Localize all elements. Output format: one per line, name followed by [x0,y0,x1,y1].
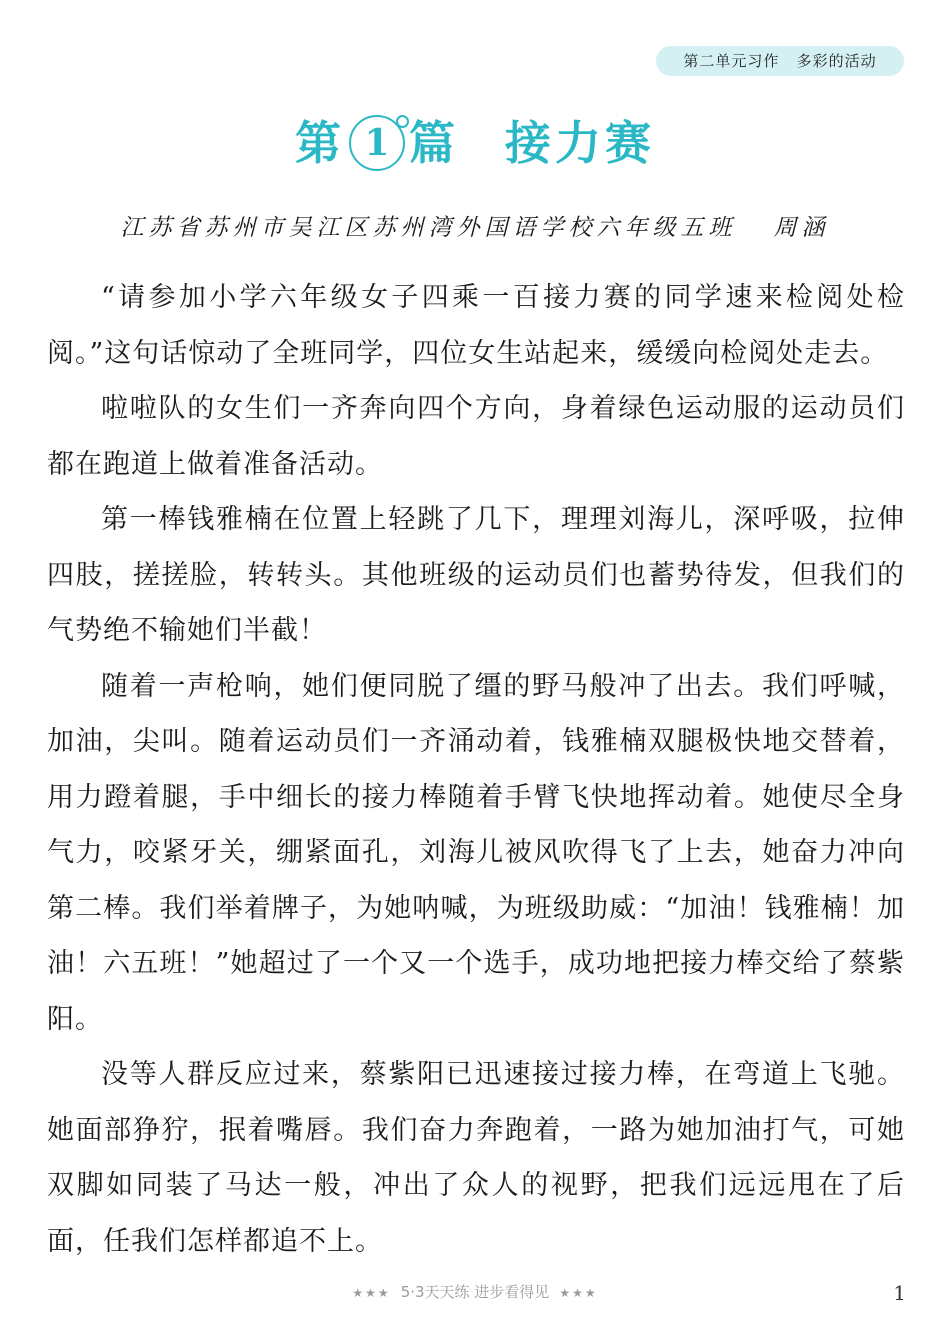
title-number: 1 [364,122,390,164]
article-title [0,108,950,178]
footer-slogan-bar [0,1278,950,1306]
title-prefix: 第 [295,116,345,170]
stars-right-icon: ★★★ [559,1286,598,1300]
paragraph: 啦啦队的女生们一齐奔向四个方向，身着绿色运动服的运动员们都在跑道上做着准备活动。 [47,393,905,480]
paragraph: 没等人群反应过来，蔡紫阳已迅速接过接力棒，在弯道上飞驰。她面部狰狞，抿着嘴唇。我们奋力奔跑着，一路为她加油打气，可她双脚如同装了马达一般，冲出了众人的视野，把我们远远甩在了后面，任我们怎样都追不上。 [47,1059,905,1257]
paragraph: 随着一声枪响，她们便同脱了缰的野马般冲了出去。我们呼喊，加油，尖叫。随着运动员们一齐涌动着，钱雅楠双腿极快地交替着，用力蹬着腿，手中细长的接力棒随着手臂飞快地挥动着。她使尽全身气力，咬紧牙关，绷紧面孔，刘海儿被风吹得飞了上去，她奋力冲向第二棒。我们举着牌子，为她呐喊，为班级助威：“加油！钱雅楠！加油！六五班！”她超过了一个又一个选手，成功地把接力棒交给了蔡紫阳。 [47,670,905,1035]
author-line: 江苏省苏州市吴江区苏州湾外国语学校六年级五班 周涵 [120,215,830,241]
unit-badge: 第二单元习作 多彩的活动 [656,46,904,76]
title-number-circle [349,115,405,171]
paragraph: 第一棒钱雅楠在位置上轻跳了几下，理理刘海儿，深呼吸，拉伸四肢，搓搓脸，转转头。其他班级的运动员们也蓄势待发，但我们的气势绝不输她们半截！ [47,504,905,646]
title-name: 接力赛 [505,116,655,170]
stars-left-icon: ★★★ [352,1286,391,1300]
paragraph: “请参加小学六年级女子四乘一百接力赛的同学速来检阅处检阅。”这句话惊动了全班同学，四位女生站起来，缓缓向检阅处走去。 [47,282,905,369]
circle-dot-decoration [396,115,409,128]
title-suffix: 篇 [409,116,459,170]
article-body [47,270,905,1280]
footer-slogan: 5·3天天练 进步看得见 [400,1283,550,1301]
page-number: 1 [893,1281,906,1305]
